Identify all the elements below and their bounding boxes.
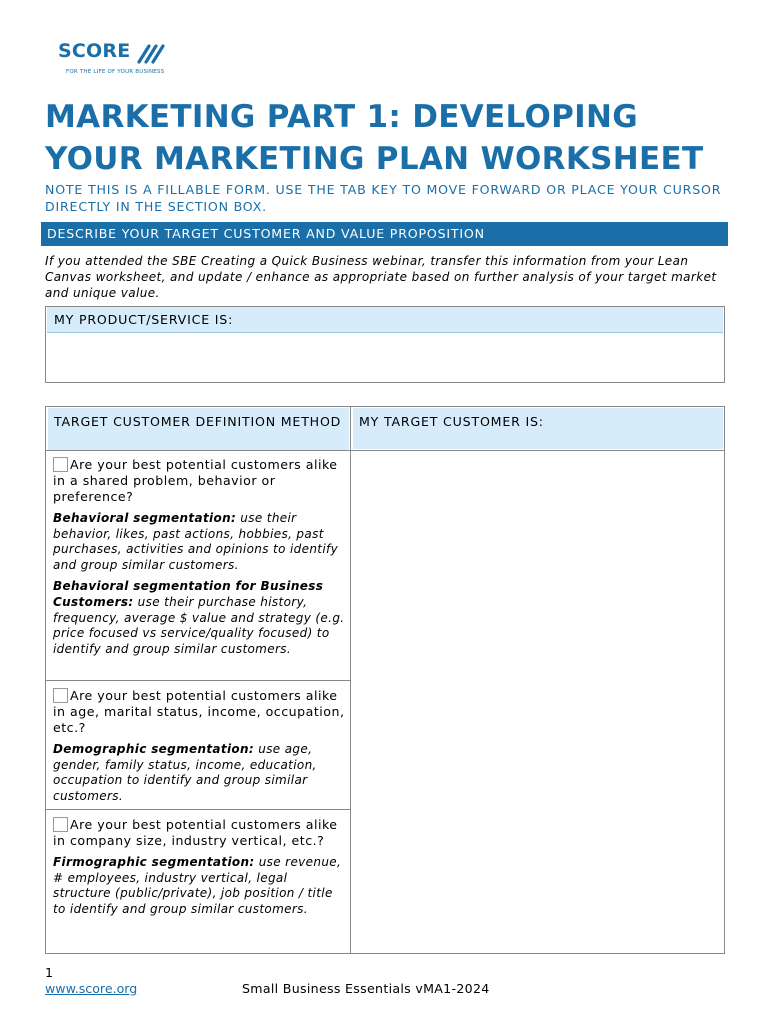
segment-row-demographic	[53, 688, 345, 804]
segment-question: Are your best potential customers alike in a shared problem, behavior or preference?	[53, 457, 338, 504]
product-service-label: MY PRODUCT/SERVICE IS:	[47, 307, 723, 333]
target-customer-field[interactable]	[352, 451, 724, 953]
page-title: MARKETING PART 1: DEVELOPING YOUR MARKETING PLAN WORKSHEET	[45, 99, 704, 177]
segment-question: Are your best potential customers alike in company size, industry vertical, etc.?	[53, 817, 338, 848]
firmographic-checkbox[interactable]	[53, 817, 68, 832]
row-divider	[46, 809, 351, 810]
section-heading: DESCRIBE YOUR TARGET CUSTOMER AND VALUE PROPOSITION	[41, 222, 728, 246]
target-customer-header: MY TARGET CUSTOMER IS:	[353, 408, 723, 449]
behavioral-checkbox[interactable]	[53, 457, 68, 472]
score-website-link[interactable]: www.score.org	[45, 981, 138, 996]
segment-definition: Firmographic segmentation: use revenue, # employees, industry vertical, legal structure (public/private), job position / title to identify and group similar customers.	[53, 855, 342, 916]
definition-method-header: TARGET CUSTOMER DEFINITION METHOD	[48, 408, 349, 450]
logo-tagline: FOR THE LIFE OF YOUR BUSINESS	[66, 69, 165, 75]
section-instructions: If you attended the SBE Creating a Quick Business webinar, transfer this information from your Lean Canvas worksheet, and update / enhance as appropriate based on further analysis of your target market and unique value.	[45, 254, 717, 300]
segment-definition: Behavioral segmentation for Business Customers: use their purchase history, frequency, average $ value and strategy (e.g. price focused vs service/quality focused) to identify and group similar customers.	[53, 579, 345, 656]
segment-question: Are your best potential customers alike in age, marital status, income, occupation, etc.?	[53, 688, 345, 735]
logo-wordmark: SCORE	[58, 40, 131, 62]
footer-version: Small Business Essentials vMA1-2024	[242, 981, 490, 996]
segment-definition: Behavioral segmentation: use their behavior, likes, past actions, hobbies, past purchases, activities and opinions to identify and group similar customers.	[53, 511, 339, 572]
logo-slashes-icon	[135, 42, 165, 66]
product-service-box	[45, 306, 725, 383]
segment-row-behavioral	[53, 457, 345, 657]
demographic-checkbox[interactable]	[53, 688, 68, 703]
segment-definition: Demographic segmentation: use age, gender, family status, income, education, occupation to identify and group similar customers.	[53, 742, 317, 803]
page-number: 1	[45, 965, 54, 980]
row-divider	[46, 680, 351, 681]
segment-row-firmographic	[53, 817, 345, 917]
product-service-field[interactable]	[46, 333, 724, 381]
target-customer-table	[45, 406, 725, 954]
fillable-form-note: NOTE THIS IS A FILLABLE FORM. USE THE TAB KEY TO MOVE FORWARD OR PLACE YOUR CURSOR DIRECTLY IN THE SECTION BOX.	[45, 182, 722, 214]
score-logo	[58, 40, 168, 82]
